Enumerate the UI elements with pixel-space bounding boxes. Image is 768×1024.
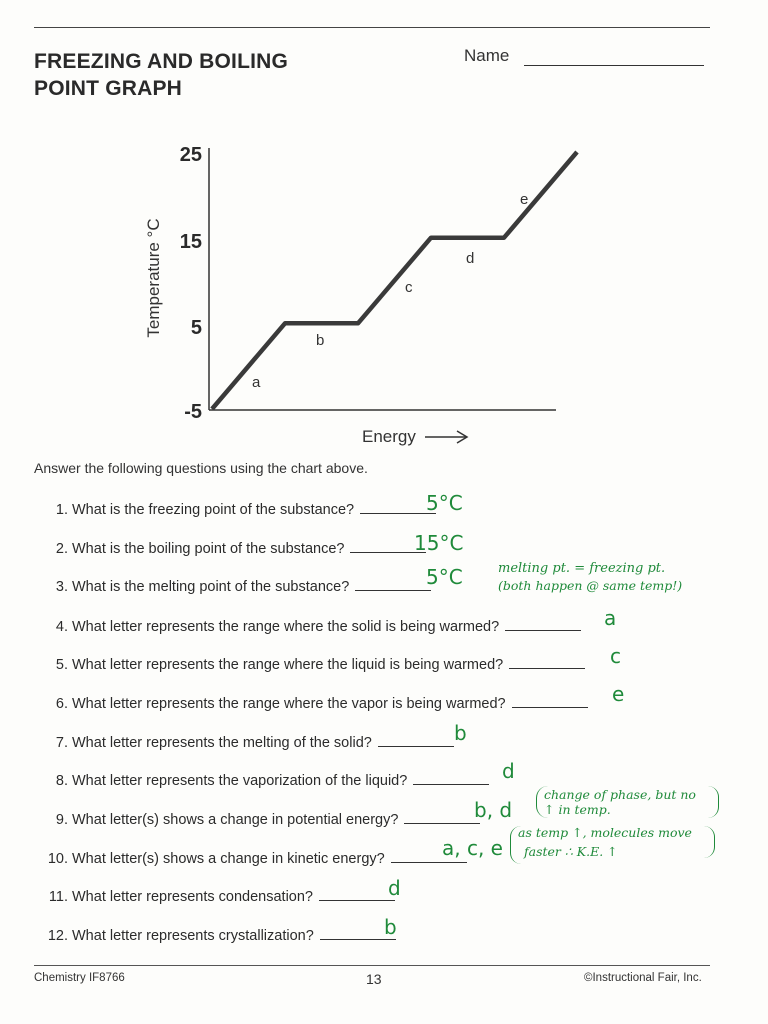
name-field-label: Name bbox=[464, 46, 510, 65]
question-6 bbox=[34, 691, 588, 713]
question-12 bbox=[34, 923, 396, 945]
question-8 bbox=[34, 768, 489, 790]
answer-2: 15°C bbox=[414, 531, 464, 555]
answer-blank[interactable] bbox=[512, 691, 588, 708]
question-7 bbox=[34, 730, 454, 752]
arrow-right-icon bbox=[425, 431, 467, 443]
question-4 bbox=[34, 614, 581, 636]
y-tick-5: 5 bbox=[190, 317, 202, 339]
answer-1: 5°C bbox=[426, 491, 463, 515]
page-number: 13 bbox=[366, 971, 382, 987]
title-line-1: FREEZING AND BOILING bbox=[34, 50, 289, 73]
answer-7: b bbox=[454, 721, 467, 745]
question-number: 4. bbox=[55, 619, 68, 635]
title-line-2: POINT GRAPH bbox=[34, 77, 183, 100]
note-q10-line2: faster ∴ K.E. ↑ bbox=[524, 844, 618, 859]
note-bracket-right bbox=[704, 826, 715, 858]
question-text: What letter represents the vaporization of the liquid? bbox=[72, 773, 408, 789]
question-number: 3. bbox=[55, 579, 68, 595]
question-number: 9. bbox=[55, 812, 68, 828]
question-number: 10. bbox=[47, 851, 68, 867]
answer-8: d bbox=[502, 759, 515, 783]
question-text: What letter(s) shows a change in potential energy? bbox=[72, 812, 399, 828]
answer-blank[interactable] bbox=[404, 807, 480, 824]
question-5 bbox=[34, 652, 585, 674]
question-text: What letter represents the range where the solid is being warmed? bbox=[72, 619, 500, 635]
answer-blank[interactable] bbox=[319, 884, 395, 901]
question-1 bbox=[34, 497, 436, 519]
y-tick-neg5: -5 bbox=[184, 401, 202, 423]
y-tick-25: 25 bbox=[179, 144, 202, 166]
segment-label-a: a bbox=[252, 374, 261, 391]
note-q10-line1: as temp ↑, molecules move bbox=[518, 825, 692, 840]
question-text: What is the boiling point of the substance? bbox=[72, 541, 345, 557]
freezing-boiling-graph bbox=[0, 0, 768, 460]
footer-copyright: ©Instructional Fair, Inc. bbox=[584, 972, 702, 984]
footer-left: Chemistry IF8766 bbox=[34, 972, 125, 984]
answer-11: d bbox=[388, 876, 401, 900]
footer-rule bbox=[34, 965, 710, 966]
question-text: What letter(s) shows a change in kinetic energy? bbox=[72, 851, 385, 867]
segment-label-c: c bbox=[405, 279, 413, 296]
question-text: What letter represents the range where the liquid is being warmed? bbox=[72, 657, 504, 673]
question-number: 6. bbox=[55, 696, 68, 712]
answer-blank[interactable] bbox=[360, 497, 436, 514]
question-text: What is the freezing point of the substance? bbox=[72, 502, 355, 518]
y-tick-15: 15 bbox=[179, 231, 202, 253]
segment-label-d: d bbox=[466, 250, 475, 267]
answer-blank[interactable] bbox=[413, 768, 489, 785]
question-text: What letter represents crystallization? bbox=[72, 928, 314, 944]
note-q3-line2: (both happen @ same temp!) bbox=[498, 578, 683, 593]
question-text: What is the melting point of the substance? bbox=[72, 579, 350, 595]
segment-label-e: e bbox=[520, 191, 529, 208]
segment-label-b: b bbox=[316, 332, 325, 349]
answer-blank[interactable] bbox=[505, 614, 581, 631]
answer-10: a, c, e bbox=[442, 836, 503, 860]
question-3 bbox=[34, 574, 431, 596]
answer-blank[interactable] bbox=[355, 574, 431, 591]
note-q9-line2: ↑ in temp. bbox=[544, 802, 611, 817]
y-axis-label: Temperature °C bbox=[144, 218, 163, 338]
question-number: 8. bbox=[55, 773, 68, 789]
answer-6: e bbox=[612, 682, 625, 706]
question-number: 5. bbox=[55, 657, 68, 673]
answer-12: b bbox=[384, 915, 397, 939]
answer-3: 5°C bbox=[426, 565, 463, 589]
instructions: Answer the following questions using the chart above. bbox=[34, 460, 368, 476]
question-text: What letter represents the range where the vapor is being warmed? bbox=[72, 696, 506, 712]
answer-blank[interactable] bbox=[378, 730, 454, 747]
question-number: 2. bbox=[55, 541, 68, 557]
note-q9-line1: change of phase, but no bbox=[544, 787, 696, 802]
question-number: 11. bbox=[48, 889, 68, 905]
answer-blank[interactable] bbox=[509, 652, 585, 669]
note-q3-line1: melting pt. = freezing pt. bbox=[498, 561, 666, 576]
question-10 bbox=[34, 846, 467, 868]
question-text: What letter represents the melting of the solid? bbox=[72, 735, 372, 751]
question-number: 7. bbox=[55, 735, 68, 751]
question-2 bbox=[34, 536, 426, 558]
question-11 bbox=[34, 884, 395, 906]
question-number: 1. bbox=[55, 502, 68, 518]
x-axis-label: Energy bbox=[362, 427, 416, 446]
answer-9: b, d bbox=[474, 798, 513, 822]
answer-4: a bbox=[604, 606, 617, 630]
question-number: 12. bbox=[47, 928, 68, 944]
question-text: What letter represents condensation? bbox=[72, 889, 313, 905]
question-9 bbox=[34, 807, 480, 829]
answer-5: c bbox=[610, 644, 621, 668]
